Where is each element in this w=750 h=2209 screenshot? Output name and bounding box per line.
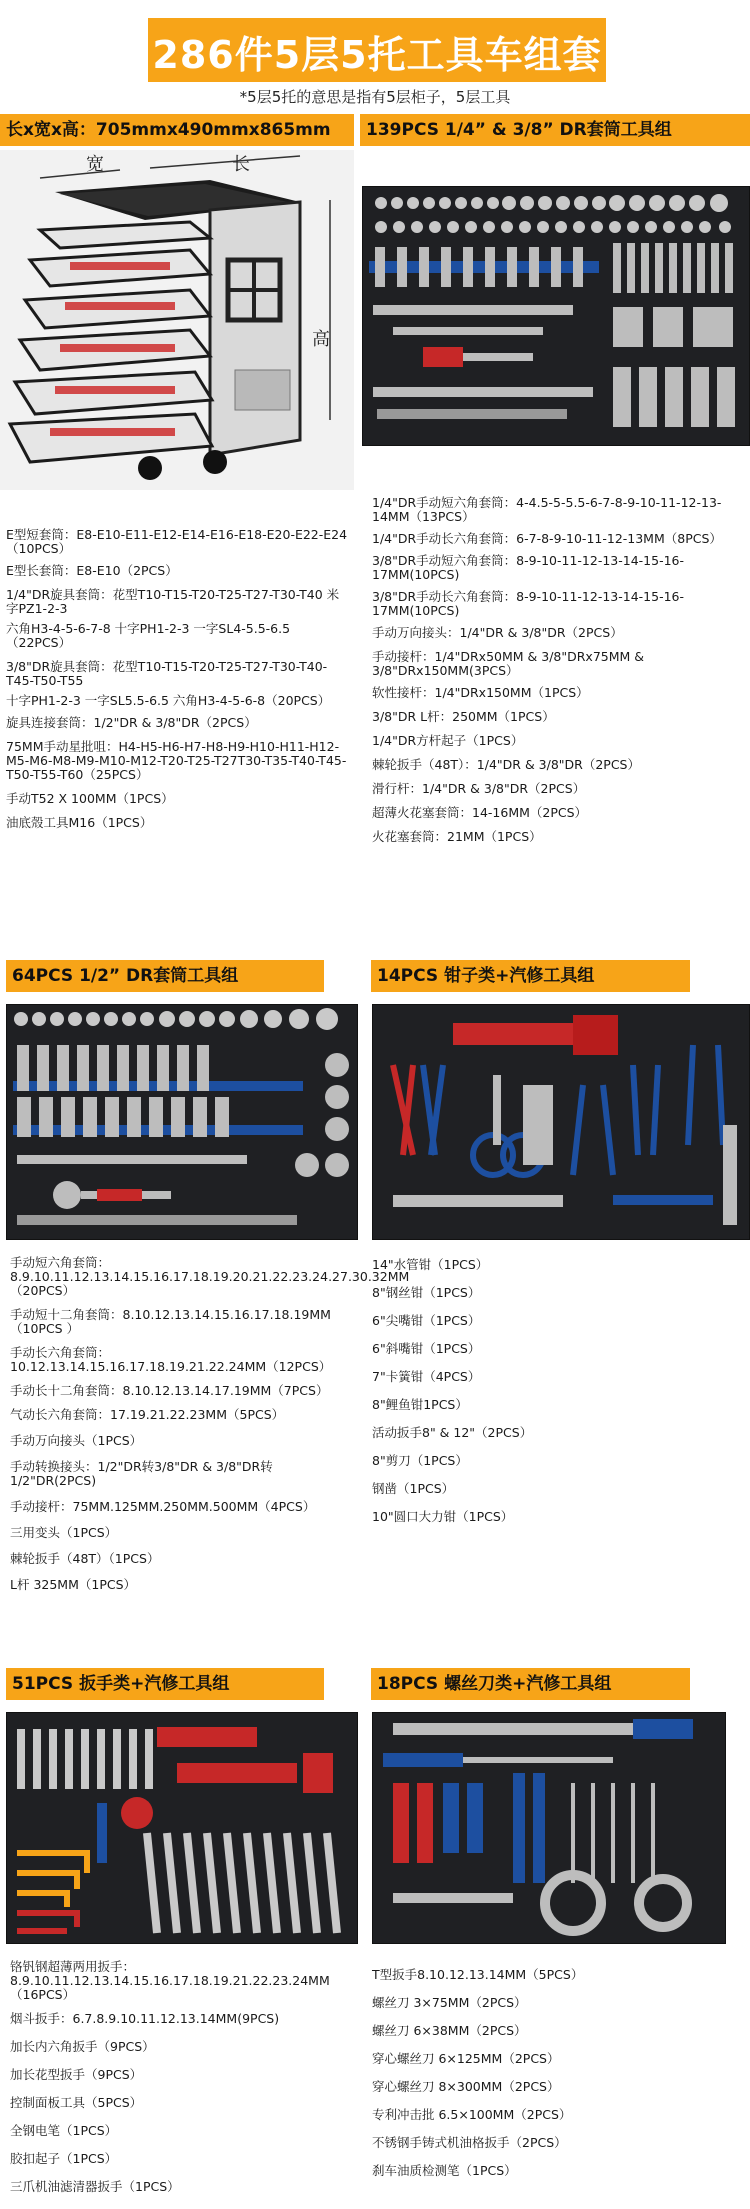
list-item: 旋具连接套筒：1/2"DR & 3/8"DR（2PCS） [6, 715, 257, 730]
set-14-tray-image [372, 1004, 750, 1240]
list-item: 手动长十二角套筒：8.10.12.13.14.17.19MM（7PCS） [10, 1383, 329, 1398]
list-item: T型扳手8.10.12.13.14MM（5PCS） [372, 1967, 584, 1982]
list-item: 不锈钢手铸式机油格扳手（2PCS） [372, 2135, 567, 2150]
list-item: 胶扣起子（1PCS） [10, 2151, 118, 2166]
list-item: L杆 325MM（1PCS） [10, 1577, 137, 1592]
list-item: 加长内六角扳手（9PCS） [10, 2039, 155, 2054]
set-51-tray-image [6, 1712, 358, 1944]
list-item: 活动扳手8" & 12"（2PCS） [372, 1425, 533, 1440]
list-item: 手动短十二角套筒：8.10.12.13.14.15.16.17.18.19MM（10PCS ） [10, 1307, 331, 1336]
list-item: 烟斗扳手：6.7.8.9.10.11.12.13.14MM(9PCS) [10, 2011, 280, 2026]
set-51-header: 51PCS 扳手类+汽修工具组 [6, 1668, 324, 1700]
set-14-header: 14PCS 钳子类+汽修工具组 [371, 960, 690, 992]
list-item: 控制面板工具（5PCS） [10, 2095, 143, 2110]
page-title: 286件5层5托工具车组套 [152, 33, 602, 77]
set-139-items-list [372, 496, 744, 844]
list-item: 1/4"DR旋具套筒：花型T10-T15-T20-T25-T27-T30-T40 米字PZ1-2-3 [6, 587, 340, 616]
list-item: 14"水管钳（1PCS） [372, 1257, 489, 1272]
set-64-tray-image [6, 1004, 358, 1240]
page-subtitle: *5层5托的意思是指有5层柜子，5层工具 [239, 88, 511, 106]
set-51-items-list [10, 1960, 355, 2194]
list-item: 穿心螺丝刀 8×300MM（2PCS） [372, 2079, 560, 2094]
list-item: 3/8"DR L杆：250MM（1PCS） [372, 709, 555, 724]
list-item: 8"剪刀（1PCS） [372, 1453, 468, 1468]
list-item: 铬钒钢超薄两用扳手：8.9.10.11.12.13.14.15.16.17.18.19.21.22.23.24MM（16PCS） [10, 1959, 330, 2002]
set-18-header: 18PCS 螺丝刀类+汽修工具组 [371, 1668, 690, 1700]
list-item: 三用变头（1PCS） [10, 1525, 118, 1540]
list-item: 3/8"DR手动长六角套筒：8-9-10-11-12-13-14-15-16-17MM(10PCS) [372, 589, 685, 618]
list-item: 3/8"DR旋具套筒：花型T10-T15-T20-T25-T27-T30-T40-T45-T50-T55 [6, 659, 328, 688]
list-item: 手动接杆：75MM.125MM.250MM.500MM（4PCS） [10, 1499, 316, 1514]
list-item: 3/8"DR手动短六角套筒：8-9-10-11-12-13-14-15-16-17MM(10PCS) [372, 553, 685, 582]
list-item: 手动长六角套筒：10.12.13.14.15.16.17.18.19.21.22.24MM（12PCS） [10, 1345, 332, 1374]
list-item: 手动万向接头：1/4"DR & 3/8"DR（2PCS） [372, 625, 623, 640]
set-14-items-list [372, 1258, 742, 1524]
width-label: 宽 [86, 154, 104, 175]
list-item: 8"钢丝钳（1PCS） [372, 1285, 481, 1300]
list-item: 75MM手动星批咀：H4-H5-H6-H7-H8-H9-H10-H11-H12-M5-M6-M8-M9-M10-M12-T20-T25-T27T30-T35-T40-T45-T50-T55-T60（25PCS） [6, 739, 347, 782]
list-item: 8"鲤鱼钳1PCS） [372, 1397, 468, 1412]
list-item: 手动T52 X 100MM（1PCS） [6, 791, 174, 806]
list-item: 6"尖嘴钳（1PCS） [372, 1313, 481, 1328]
list-item: 手动万向接头（1PCS） [10, 1433, 143, 1448]
list-item: 滑行杆：1/4"DR & 3/8"DR（2PCS） [372, 781, 586, 796]
list-item: 6"斜嘴钳（1PCS） [372, 1341, 481, 1356]
list-item: 六角H3-4-5-6-7-8 十字PH1-2-3 一字SL4-5.5-6.5 （22PCS） [6, 621, 295, 650]
tool-cart-drawing [0, 150, 354, 490]
list-item: 7"卡簧钳（4PCS） [372, 1369, 481, 1384]
list-item: 手动短六角套筒：8.9.10.11.12.13.14.15.16.17.18.19.20.21.22.23.24.27.30.32MM（20PCS） [10, 1255, 410, 1298]
list-item: 棘轮扳手（48T）（1PCS） [10, 1551, 160, 1566]
list-item: 超薄火花塞套筒：14-16MM（2PCS） [372, 805, 588, 820]
list-item: 手动转换接头：1/2"DR转3/8"DR & 3/8"DR转1/2"DR(2PCS) [10, 1459, 273, 1488]
list-item: 刹车油质检测笔（1PCS） [372, 2163, 517, 2178]
list-item: 十字PH1-2-3 一字SL5.5-6.5 六角H3-4-5-6-8（20PCS） [6, 693, 331, 708]
list-item: 1/4"DR方杆起子（1PCS） [372, 733, 524, 748]
cart-items-list [6, 528, 351, 830]
list-item: 10"圆口大力钳（1PCS） [372, 1509, 514, 1524]
list-item: 1/4"DR手动长六角套筒：6-7-8-9-10-11-12-13MM（8PCS） [372, 531, 722, 546]
list-item: E型短套筒：E8-E10-E11-E12-E14-E16-E18-E20-E22-E24（10PCS） [6, 527, 348, 556]
set-64-header: 64PCS 1/2” DR套筒工具组 [6, 960, 324, 992]
list-item: 手动接杆：1/4"DRx50MM & 3/8"DRx75MM & 3/8"DRx150MM(3PCS） [372, 649, 648, 678]
tool-cart-image [0, 150, 354, 490]
set-18-items-list [372, 1968, 742, 2178]
list-item: 螺丝刀 3×75MM（2PCS） [372, 1995, 527, 2010]
list-item: 1/4"DR手动短六角套筒：4-4.5-5-5.5-6-7-8-9-10-11-12-13-14MM（13PCS） [372, 495, 722, 524]
length-label: 长 [232, 154, 250, 175]
list-item: 螺丝刀 6×38MM（2PCS） [372, 2023, 527, 2038]
set-139-header: 139PCS 1/4” & 3/8” DR套筒工具组 [360, 114, 750, 146]
list-item: 气动长六角套筒：17.19.21.22.23MM（5PCS） [10, 1407, 285, 1422]
list-item: 穿心螺丝刀 6×125MM（2PCS） [372, 2051, 560, 2066]
list-item: 钢凿（1PCS） [372, 1481, 455, 1496]
list-item: 专利冲击批 6.5×100MM（2PCS） [372, 2107, 572, 2122]
list-item: 棘轮扳手（48T）：1/4"DR & 3/8"DR（2PCS） [372, 757, 640, 772]
list-item: 油底殼工具M16（1PCS） [6, 815, 153, 830]
height-label: 高 [312, 329, 330, 350]
dimensions-header: 长x宽x高：705mmx490mmx865mm [0, 114, 354, 146]
set-139-tray-image [362, 186, 750, 446]
list-item: 加长花型扳手（9PCS） [10, 2067, 143, 2082]
list-item: E型长套筒：E8-E10（2PCS） [6, 563, 178, 578]
list-item: 火花塞套筒：21MM（1PCS） [372, 829, 542, 844]
set-64-items-list [10, 1255, 410, 1592]
set-18-tray-image [372, 1712, 726, 1944]
list-item: 全钢电笔（1PCS） [10, 2123, 118, 2138]
list-item: 三爪机油滤清器扳手（1PCS） [10, 2179, 180, 2194]
list-item: 软性接杆：1/4"DRx150MM（1PCS） [372, 685, 589, 700]
